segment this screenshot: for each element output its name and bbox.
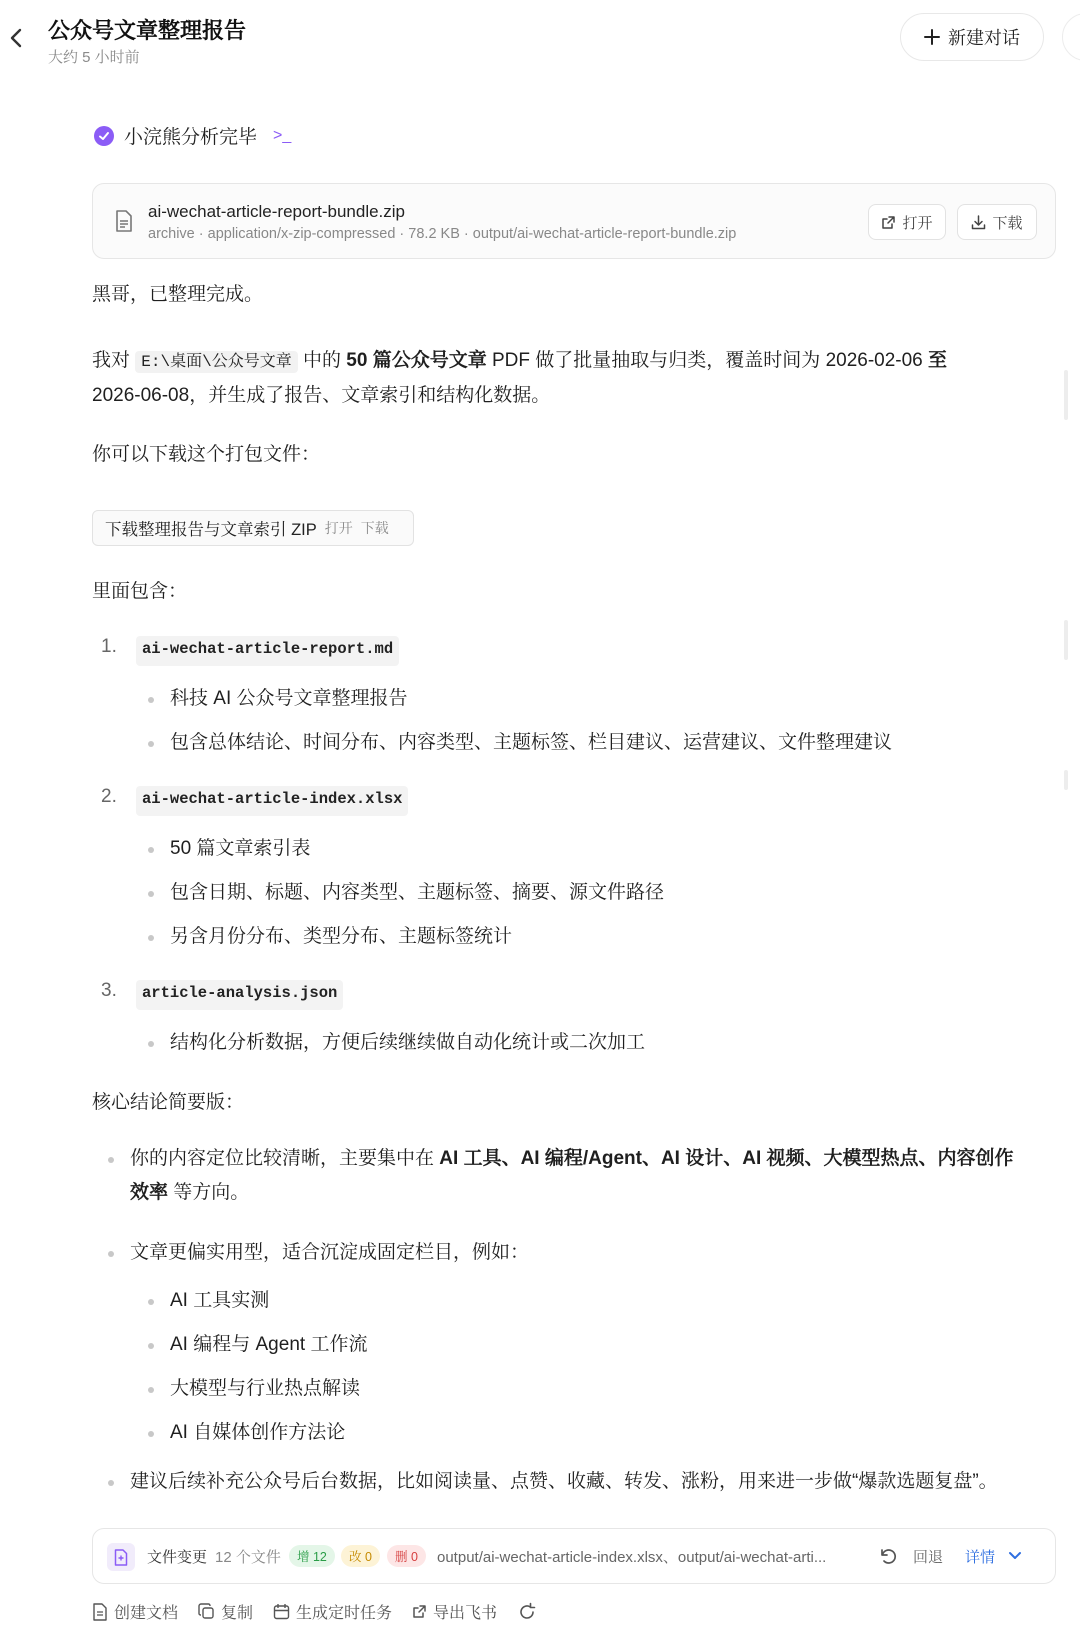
terminal-icon[interactable]: >_ — [273, 126, 292, 144]
detail-button[interactable]: 详情 — [965, 1549, 996, 1566]
external-link-icon — [412, 1604, 427, 1619]
back-button[interactable] — [4, 24, 28, 52]
calendar-icon — [273, 1603, 290, 1620]
file-attachment-card — [92, 183, 1056, 259]
chevron-down-icon[interactable] — [1007, 1547, 1023, 1563]
file-change-label: 文件变更 — [147, 1549, 208, 1566]
list-item: 包含总体结论、时间分布、内容类型、主题标签、栏目建议、运营建议、文件整理建议 — [170, 728, 892, 758]
download-icon — [971, 215, 986, 230]
date-end: 2026-06-08 — [92, 385, 190, 406]
external-link-icon — [881, 215, 896, 230]
modified-badge: 改 0 — [341, 1545, 380, 1567]
download-prompt: 你可以下载这个打包文件： — [92, 444, 321, 465]
file-icon — [115, 210, 133, 232]
intro-paragraph — [92, 344, 1012, 413]
check-circle-icon — [94, 126, 114, 146]
open-file-button[interactable] — [868, 204, 946, 240]
open-file-label: 打开 — [902, 214, 933, 232]
changed-file-paths: output/ai-wechat-article-index.xlsx、output/ai-wechat-arti... — [437, 1549, 827, 1566]
list-number: 1. — [101, 636, 117, 657]
chevron-left-icon — [9, 27, 23, 49]
list-item: 科技 AI 公众号文章整理报告 — [170, 684, 408, 714]
file-change-count: 12 个文件 — [215, 1549, 281, 1566]
schedule-task-button[interactable] — [273, 1600, 392, 1623]
list-item: 另含月份分布、类型分布、主题标签统计 — [170, 922, 512, 952]
new-chat-button[interactable] — [900, 13, 1044, 61]
document-icon — [92, 1603, 108, 1621]
list-number: 3. — [101, 980, 117, 1001]
copy-icon — [198, 1603, 215, 1620]
list-item: 文章更偏实用型，适合沉淀成固定栏目，例如： — [130, 1238, 529, 1268]
message-actions — [92, 1600, 537, 1623]
new-chat-label: 新建对话 — [948, 28, 1020, 48]
zip-download-link[interactable]: 下载 — [360, 520, 389, 536]
file-name: ai-wechat-article-report-bundle.zip — [148, 202, 406, 221]
file-item-name: ai-wechat-article-index.xlsx — [136, 786, 408, 816]
intro-pre: 我对 — [92, 350, 131, 371]
download-file-button[interactable] — [957, 204, 1037, 240]
file-change-bar — [92, 1528, 1056, 1584]
copy-label: 复制 — [221, 1605, 254, 1622]
regenerate-button[interactable] — [517, 1602, 537, 1622]
analysis-status — [94, 122, 291, 149]
list-item: 建议后续补充公众号后台数据，比如阅读量、点赞、收藏、转发、涨粉，用来进一步做“爆款选题复盘”。 — [130, 1467, 998, 1497]
download-file-label: 下载 — [992, 214, 1023, 232]
list-item: 结构化分析数据，方便后续继续做自动化统计或二次加工 — [170, 1028, 645, 1058]
undo-icon[interactable] — [878, 1546, 898, 1566]
export-feishu-label: 导出飞书 — [433, 1605, 498, 1622]
article-count: 50 篇公众号文章 — [346, 350, 487, 371]
zip-chip-label: 下载整理报告与文章索引 ZIP — [105, 521, 317, 539]
greeting-text: 黑哥，已整理完成。 — [92, 284, 264, 305]
undo-button[interactable]: 回退 — [913, 1549, 944, 1566]
intro-post: PDF 做了批量抽取与归类，覆盖时间为 — [492, 350, 821, 371]
list-item: AI 工具实测 — [170, 1286, 269, 1316]
analysis-status-label: 小浣熊分析完毕 — [124, 127, 258, 148]
file-change-icon — [107, 1543, 135, 1571]
page-timestamp: 大约 5 小时前 — [48, 49, 140, 66]
list-item: 你的内容定位比较清晰，主要集中在 AI 工具、AI 编程/Agent、AI 设计、AI 视频、大模型热点、内容创作 效率 等方向。 — [130, 1142, 1050, 1210]
plus-icon — [924, 29, 940, 45]
file-meta: archive · application/x-zip-compressed · 78.2 KB · output/ai-wechat-article-report-bundle.zip — [148, 226, 737, 242]
scroll-indicator — [1064, 620, 1068, 660]
list-number: 2. — [101, 786, 117, 807]
contents-heading: 里面包含： — [92, 581, 188, 602]
header — [0, 0, 1080, 80]
zip-open-link[interactable]: 打开 — [324, 520, 353, 536]
more-button[interactable] — [1062, 13, 1080, 61]
file-item-name: article-analysis.json — [136, 980, 343, 1010]
summary-heading: 核心结论简要版： — [92, 1092, 245, 1113]
list-item: 包含日期、标题、内容类型、主题标签、摘要、源文件路径 — [170, 878, 664, 908]
list-item: 50 篇文章索引表 — [170, 834, 310, 864]
scroll-indicator — [1064, 370, 1068, 420]
zip-download-chip[interactable] — [92, 510, 414, 546]
copy-button[interactable] — [198, 1600, 253, 1623]
intro-mid: 中的 — [303, 350, 342, 371]
scroll-indicator — [1064, 770, 1068, 790]
page-title: 公众号文章整理报告 — [48, 18, 247, 43]
added-badge: 增 12 — [289, 1545, 335, 1567]
intro-end: ，并生成了报告、文章索引和结构化数据。 — [189, 385, 551, 406]
schedule-task-label: 生成定时任务 — [296, 1605, 393, 1622]
file-item-name: ai-wechat-article-report.md — [136, 636, 399, 666]
create-doc-button[interactable] — [92, 1600, 178, 1623]
folder-path: E:\桌面\公众号文章 — [135, 351, 297, 373]
list-item: AI 编程与 Agent 工作流 — [170, 1330, 367, 1360]
date-start: 2026-02-06 — [825, 350, 923, 371]
refresh-icon — [517, 1602, 537, 1622]
date-to: 至 — [928, 350, 948, 371]
list-item: AI 自媒体创作方法论 — [170, 1418, 345, 1448]
create-doc-label: 创建文档 — [114, 1605, 179, 1622]
export-feishu-button[interactable] — [412, 1600, 497, 1623]
list-item: 大模型与行业热点解读 — [170, 1374, 360, 1404]
deleted-badge: 删 0 — [387, 1545, 426, 1567]
